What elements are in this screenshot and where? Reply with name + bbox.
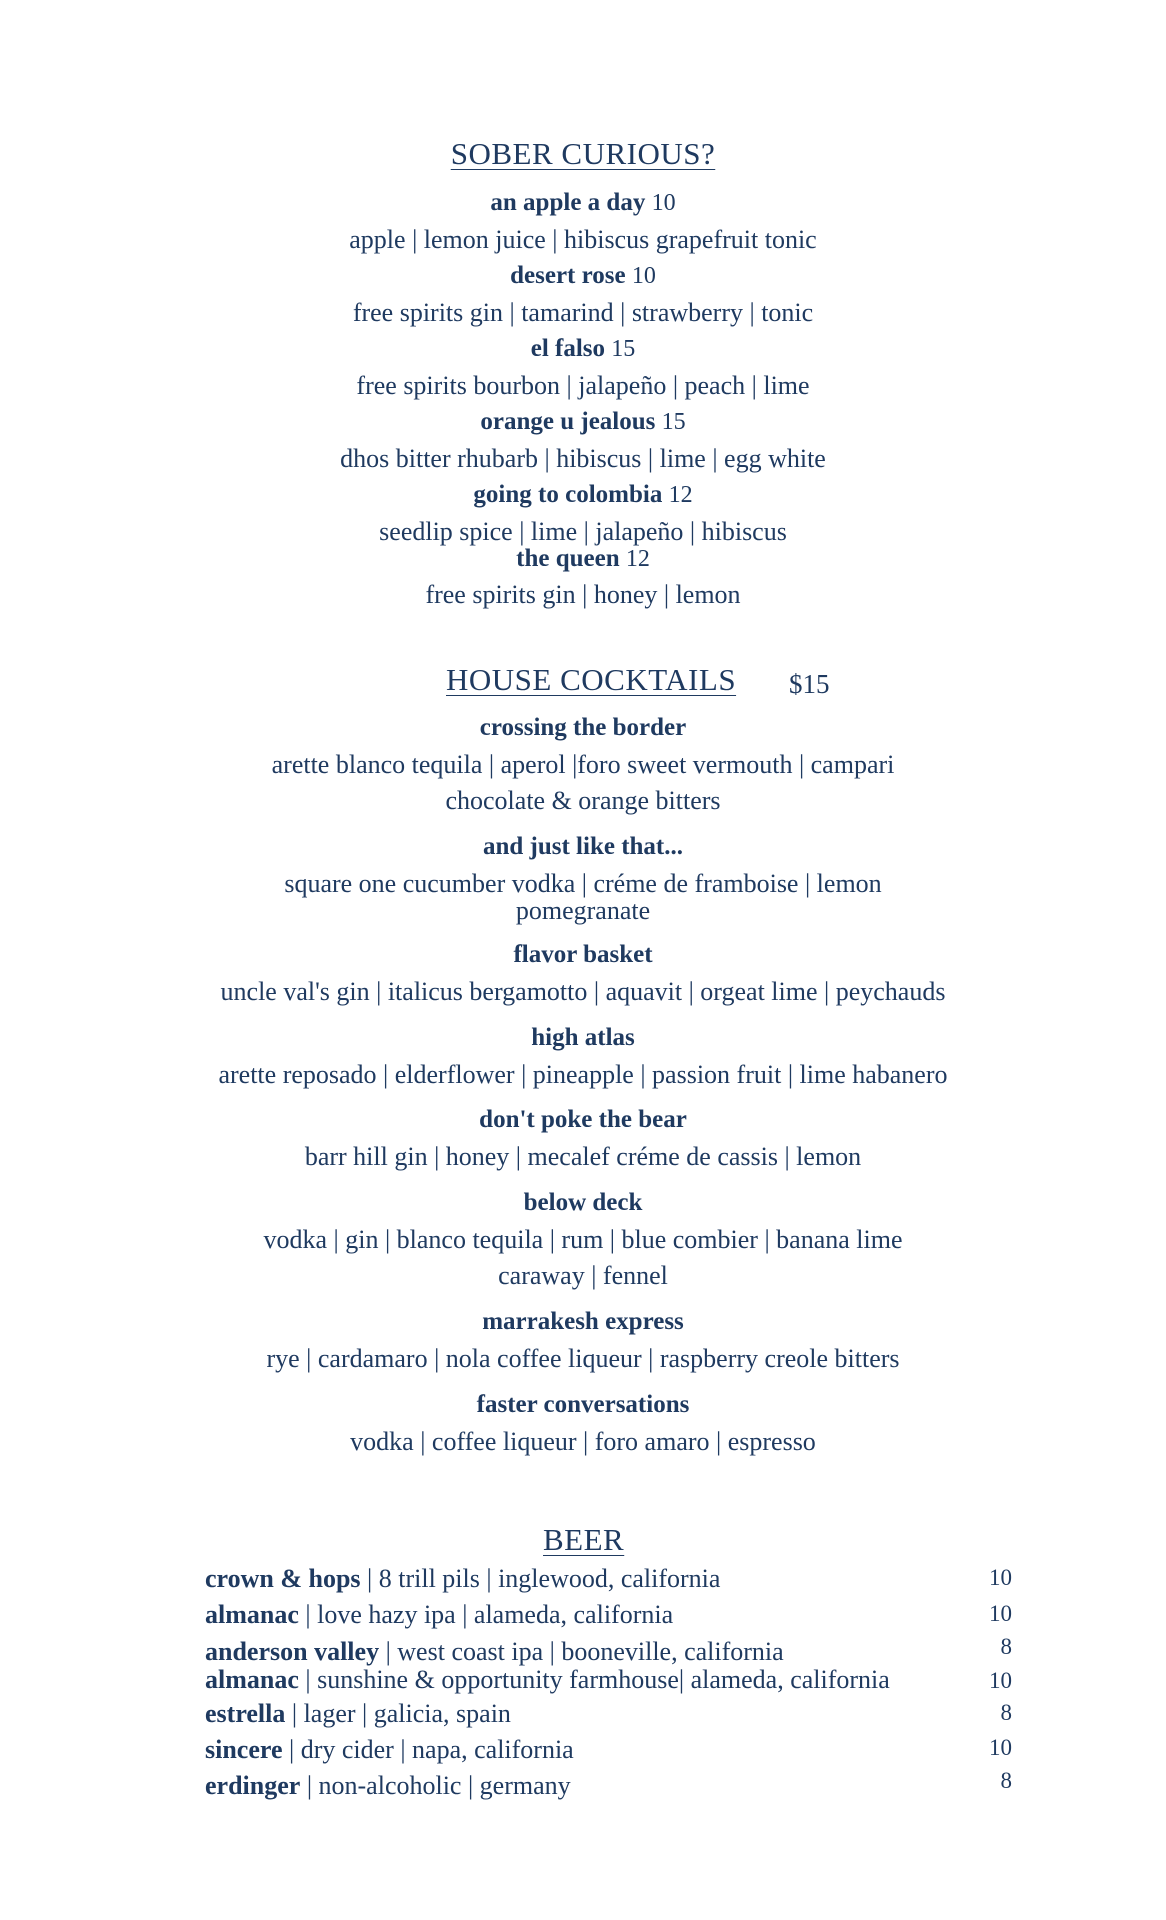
drink-price: 10 — [631, 263, 656, 289]
cocktail-ingredients: rye | cardamaro | nola coffee liqueur | raspberry creole bitters — [266, 1344, 900, 1373]
cocktail-ingredients: chocolate & orange bitters — [445, 786, 721, 815]
drink-name-line — [0, 545, 1166, 573]
beer-brand: anderson valley — [205, 1637, 380, 1666]
drink-name-line — [0, 335, 1166, 363]
drink-name-line — [0, 408, 1166, 436]
drink-price: 10 — [651, 190, 676, 216]
drink-price: 15 — [661, 409, 686, 435]
cocktail-name: faster conversations — [476, 1391, 690, 1418]
beer-detail: | lager | galicia, spain — [285, 1699, 511, 1728]
beer-brand: sincere — [205, 1735, 283, 1764]
cocktail-name: don't poke the bear — [479, 1106, 687, 1133]
drink-price: 15 — [611, 336, 636, 362]
drink-ingredients: free spirits gin | honey | lemon — [425, 580, 741, 609]
sober-heading: SOBER CURIOUS? — [450, 136, 716, 171]
drink-price: 12 — [625, 546, 650, 572]
cocktail-name: crossing the border — [479, 714, 687, 741]
beer-price: 10 — [989, 1565, 1012, 1590]
cocktail-name: high atlas — [531, 1024, 635, 1051]
beer-price: 10 — [989, 1601, 1012, 1626]
beer-detail: | dry cider | napa, california — [282, 1735, 574, 1764]
beer-price: 8 — [1000, 1768, 1012, 1793]
beer-item — [205, 1771, 571, 1801]
drink-ingredients: seedlip spice | lime | jalapeño | hibiscus — [379, 517, 787, 546]
cocktail-name: flavor basket — [513, 941, 653, 968]
beer-item — [205, 1665, 890, 1695]
beer-brand: erdinger — [205, 1771, 301, 1800]
drink-price: 12 — [668, 482, 693, 508]
beer-detail: | non-alcoholic | germany — [300, 1771, 571, 1800]
beer-brand: almanac — [205, 1665, 299, 1694]
cocktail-ingredients: uncle val's gin | italicus bergamotto | aquavit | orgeat lime | peychauds — [220, 977, 946, 1006]
cocktail-ingredients: pomegranate — [515, 896, 651, 925]
drink-name-line — [0, 262, 1166, 290]
drink-name: an apple a day — [490, 189, 646, 216]
beer-price: 10 — [989, 1668, 1012, 1693]
beer-price: 8 — [1000, 1634, 1012, 1659]
beer-brand: crown & hops — [205, 1564, 361, 1593]
cocktail-name: and just like that... — [482, 833, 684, 860]
house-heading: HOUSE COCKTAILS — [446, 662, 737, 697]
beer-item — [205, 1600, 673, 1630]
beer-heading: BEER — [543, 1522, 625, 1557]
cocktail-ingredients: arette reposado | elderflower | pineapple | passion fruit | lime habanero — [218, 1060, 948, 1089]
beer-detail: | sunshine & opportunity farmhouse| alameda, california — [298, 1665, 890, 1694]
cocktail-ingredients: caraway | fennel — [498, 1261, 668, 1290]
cocktail-ingredients: barr hill gin | honey | mecalef créme de cassis | lemon — [304, 1142, 862, 1171]
beer-detail: | west coast ipa | booneville, california — [379, 1637, 784, 1666]
cocktail-ingredients: arette blanco tequila | aperol |foro sweet vermouth | campari — [271, 750, 895, 779]
cocktail-ingredients: vodka | coffee liqueur | foro amaro | espresso — [350, 1427, 816, 1456]
beer-detail: | 8 trill pils | inglewood, california — [360, 1564, 721, 1593]
cocktail-name: below deck — [523, 1189, 643, 1216]
drink-name: orange u jealous — [480, 408, 656, 435]
drink-ingredients: free spirits bourbon | jalapeño | peach | lime — [356, 371, 810, 400]
cocktail-ingredients: square one cucumber vodka | créme de framboise | lemon — [284, 869, 882, 898]
beer-item — [205, 1735, 574, 1765]
beer-detail: | love hazy ipa | alameda, california — [298, 1600, 674, 1629]
cocktail-ingredients: vodka | gin | blanco tequila | rum | blue combier | banana lime — [263, 1225, 903, 1254]
drink-name: the queen — [516, 545, 620, 572]
cocktail-name: marrakesh express — [482, 1308, 684, 1335]
drink-ingredients: apple | lemon juice | hibiscus grapefruit tonic — [349, 225, 817, 254]
beer-item — [205, 1564, 720, 1594]
drink-name-line — [0, 481, 1166, 509]
drink-name: desert rose — [510, 262, 626, 289]
beer-item — [205, 1637, 784, 1667]
drink-ingredients: dhos bitter rhubarb | hibiscus | lime | egg white — [340, 444, 826, 473]
house-price: $15 — [789, 669, 830, 699]
drink-name: going to colombia — [473, 481, 663, 508]
drink-ingredients: free spirits gin | tamarind | strawberry | tonic — [352, 298, 814, 327]
beer-brand: almanac — [205, 1600, 299, 1629]
beer-item — [205, 1699, 511, 1729]
drink-name: el falso — [530, 335, 606, 362]
beer-price: 10 — [989, 1735, 1012, 1760]
beer-brand: estrella — [205, 1699, 286, 1728]
beer-price: 8 — [1000, 1700, 1012, 1725]
drink-name-line — [0, 189, 1166, 217]
